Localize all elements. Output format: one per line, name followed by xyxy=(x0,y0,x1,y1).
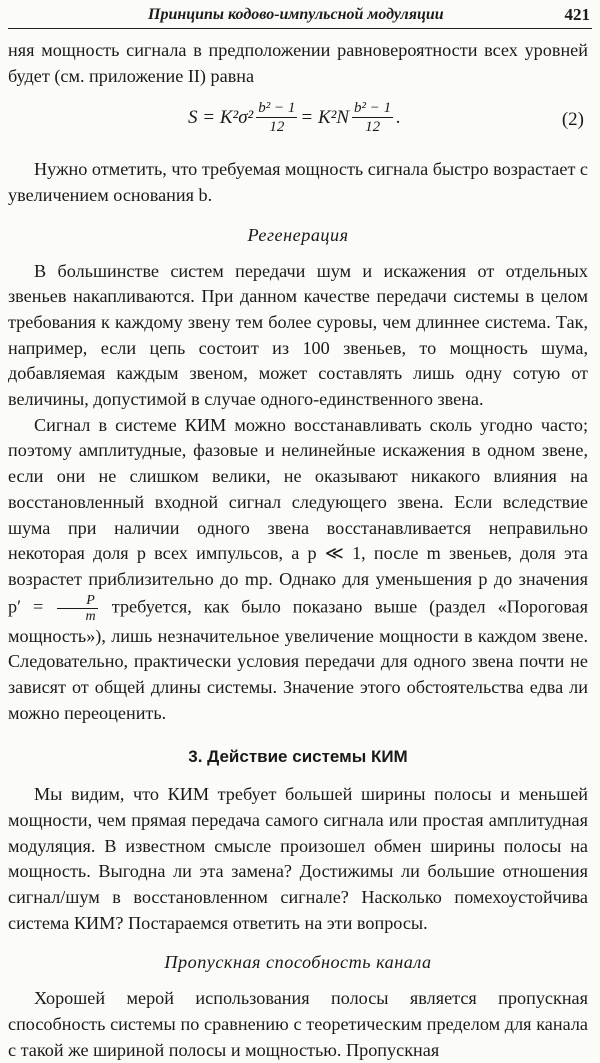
paragraph-section-3: Мы видим, что КИМ требует большей ширины полосы и меньшей мощности, чем прямая передача самого сигнала или простая амплитудная модуляция. В известном смысле произошел обмен ширины полосы на мощность. Выгодна ли эта замена? Достижимы ли большие отношения сигнал/шум в восстановленном сигнале? Насколько помехоустойчива система КИМ? Постараемся ответить на эти вопросы. xyxy=(8,784,588,933)
intro-paragraph: няя мощность сигнала в предположении равновероятности всех уровней будет (см. приложение II) равна xyxy=(8,40,588,86)
fraction-1-denominator: 12 xyxy=(269,119,285,136)
regeneration-2-part-1: Сигнал в системе КИМ можно восстанавливать сколь угодно часто; поэтому амплитудные, фазовые и нелинейные искажения в одном звене, если они не слишком велики, не оказывают никакого влияния на восстановленный входной сигнал следующего звена. Если вследствие шума при наличии одного звена восстанавливается неправильно некоторая доля p всех импульсов, а p ≪ 1, после m звеньев, доля эта возрастет приблизительно до mp. Однако для уменьшения p до значения p′ = xyxy=(8,414,588,617)
body-text xyxy=(8,38,588,1063)
equation-lhs: S = K²σ² xyxy=(188,107,254,129)
equation-fraction-1 xyxy=(256,99,297,136)
fraction-2-numerator: b² − 1 xyxy=(354,100,392,117)
equation-middle: = K²N xyxy=(300,107,350,129)
page-number: 421 xyxy=(564,5,590,24)
regeneration-2-part-2: требуется, как было показано выше (раздел «Пороговая мощность»), лишь незначительное увеличение мощности в каждом звене. Следовательно, практически условия передачи для одного звена почти не зависят от общей длины системы. Значение этого обстоятельства едва ли можно переоценить. xyxy=(8,596,588,723)
equation-2 xyxy=(8,93,588,151)
section-heading: 3. Действие системы КИМ xyxy=(188,747,408,767)
fraction-2-denominator: 12 xyxy=(365,119,381,136)
fraction-1-numerator: b² − 1 xyxy=(258,100,296,117)
subheading-channel-capacity: Пропускная способность канала xyxy=(164,952,432,973)
inline-fraction-p-over-m xyxy=(57,593,98,624)
running-title: Принципы кодово-импульсной модуляции xyxy=(148,6,444,23)
running-head xyxy=(8,2,592,29)
equation-end: . xyxy=(396,107,401,129)
paragraph-regeneration-2 xyxy=(8,413,588,727)
paragraph-after-equation: Нужно отметить, что требуемая мощность сигнала быстро возрастает с увеличением основания b. xyxy=(8,159,589,206)
inline-fraction-denominator: m xyxy=(85,608,96,624)
subheading-regeneration: Регенерация xyxy=(247,224,349,245)
equation-body xyxy=(188,99,401,136)
equation-number: (2) xyxy=(561,109,584,131)
equation-fraction-2 xyxy=(352,99,393,136)
inline-fraction-numerator: P xyxy=(57,593,98,609)
paragraph-regeneration-1: В большинстве систем передачи шум и искажения от отдельных звеньев накапливаются. При данном качестве передачи системы в целом требования к каждому звену тем более суровы, чем длиннее система. Так, например, если цепь состоит из 100 звеньев, то мощность шума, добавляемая каждым звеном, может составлять лишь одну сотую от величины, допустимой в случае одного-единственного звена. xyxy=(8,260,588,410)
paragraph-channel-capacity: Хорошей мерой использования полосы является пропускная способность системы по сравнению с теоретическим пределом для канала с такой же шириной полосы и мощностью. Пропускная xyxy=(8,988,588,1060)
